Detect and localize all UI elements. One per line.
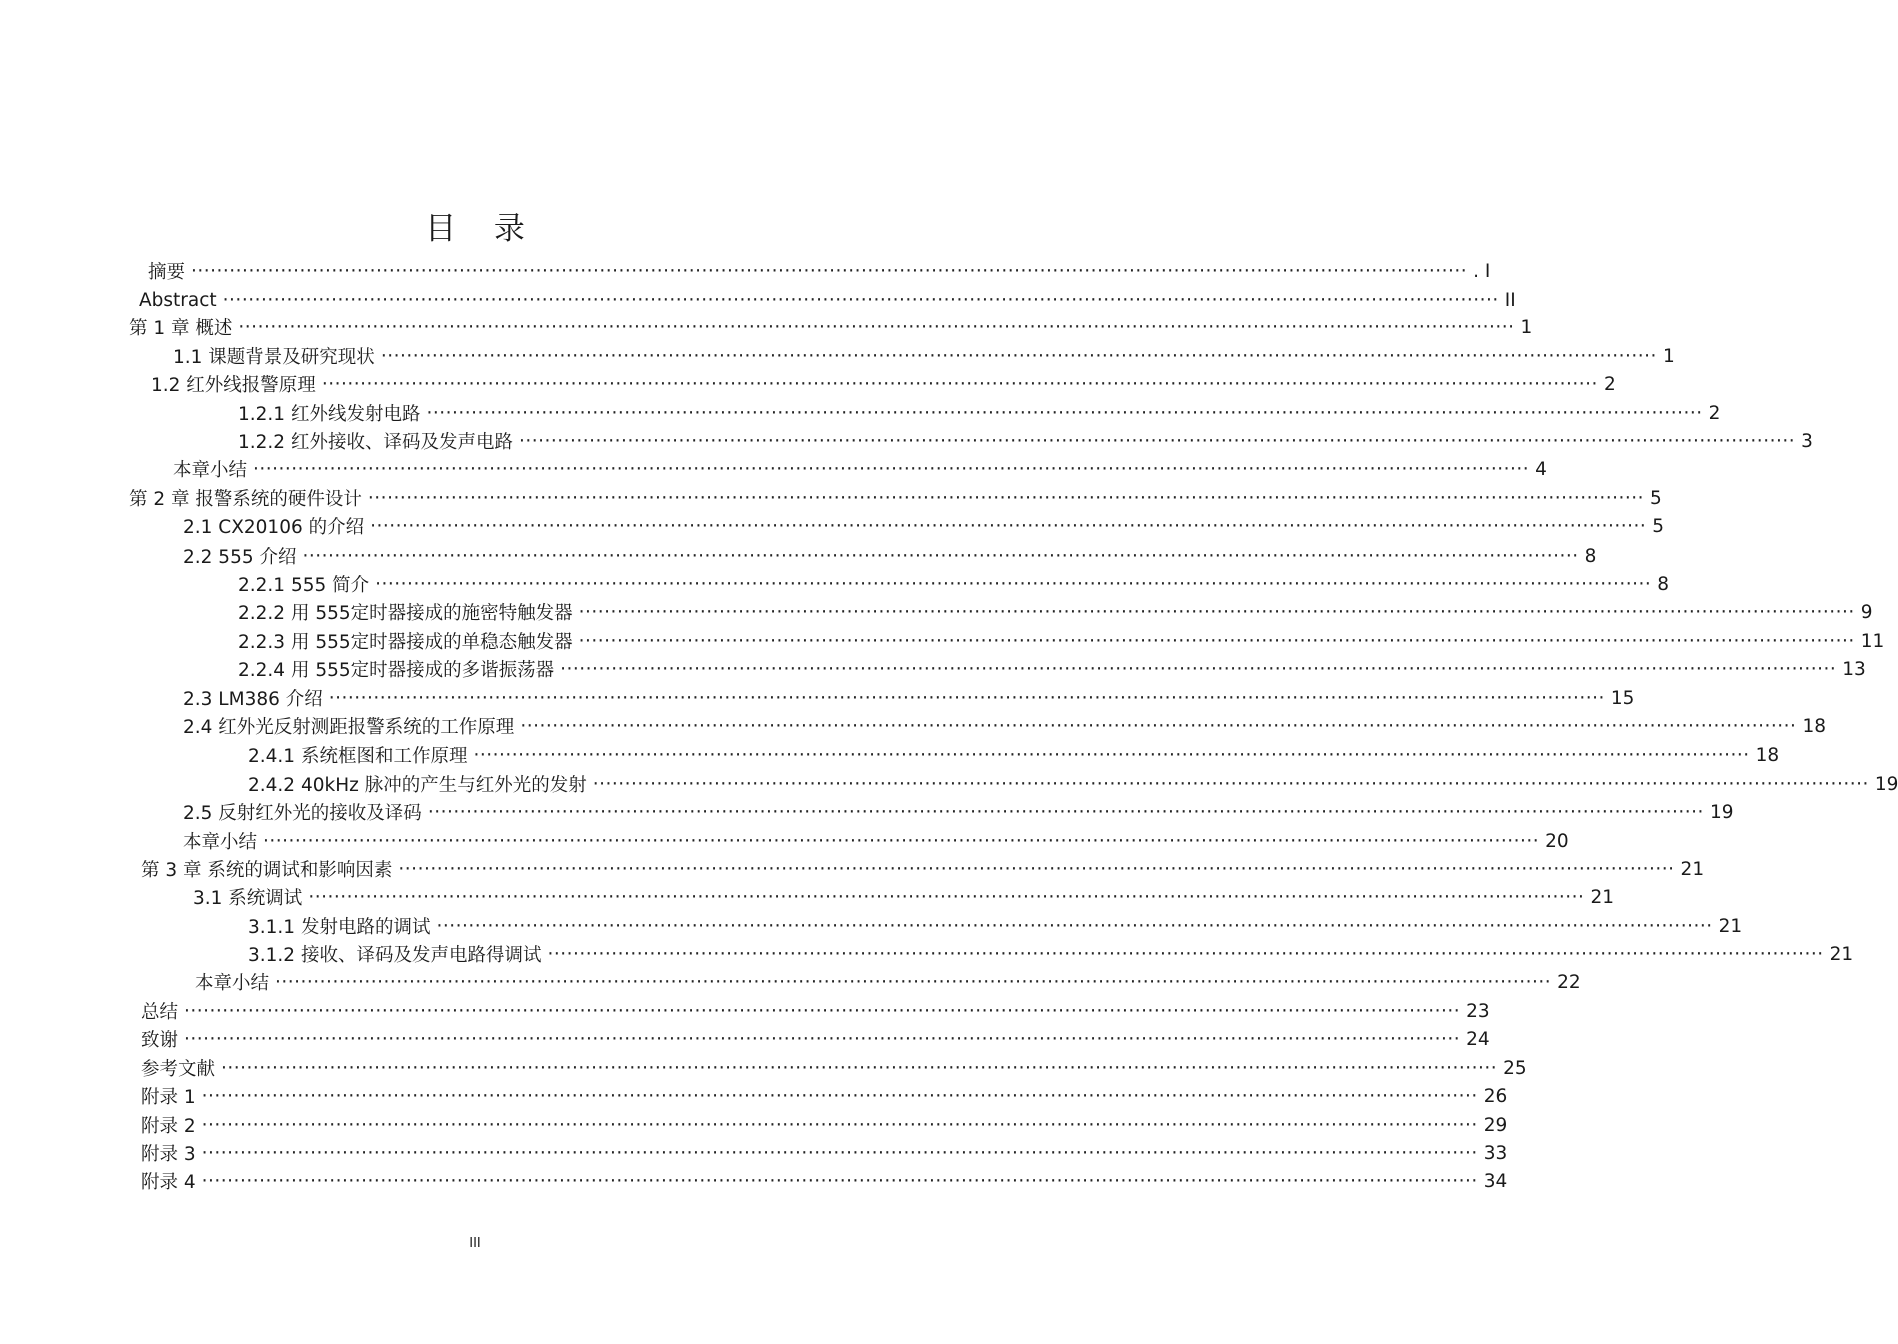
toc-entry-page: 21 <box>1680 858 1705 880</box>
toc-leader-dots: ········································································································································································································ <box>238 316 1515 338</box>
toc-entry-label: 2.4.2 40kHz 脉冲的产生与红外光的发射 <box>248 775 587 796</box>
toc-entry-page: 18 <box>1802 715 1826 737</box>
toc-entry-label: 2.5 反射红外光的接收及译码 <box>183 803 422 824</box>
toc-entry[interactable] <box>238 599 1873 625</box>
toc-leader-dots: ········································································································································································································ <box>426 402 1703 424</box>
toc-entry-label: 3.1 系统调试 <box>193 888 303 909</box>
toc-entry-label: 第 3 章 系统的调试和影响因素 <box>141 860 393 881</box>
toc-leader-dots: ········································································································································································································ <box>578 630 1855 652</box>
toc-entry[interactable] <box>183 513 1665 539</box>
toc-entry-label: 1.2.1 红外线发射电路 <box>238 404 421 425</box>
toc-entry-label: Abstract <box>139 289 217 311</box>
toc-entry-page: 34 <box>1483 1170 1508 1192</box>
toc-entry-page: 19 <box>1874 773 1898 795</box>
toc-entry[interactable] <box>248 742 1780 768</box>
toc-leader-dots: ········································································································································································································ <box>222 289 1499 311</box>
toc-entry-label: 1.2 红外线报警原理 <box>151 375 316 396</box>
toc-leader-dots: ········································································································································································································ <box>380 345 1657 367</box>
toc-entry-label: 附录 2 <box>141 1116 196 1137</box>
toc-entry-label: 1.1 课题背景及研究现状 <box>173 347 375 368</box>
toc-entry[interactable] <box>173 456 1547 482</box>
toc-entry[interactable] <box>151 371 1616 397</box>
toc-title: 目 录 <box>425 211 539 247</box>
toc-entry-page: II <box>1504 289 1516 311</box>
toc-entry-page: 5 <box>1652 515 1665 537</box>
toc-entry[interactable] <box>141 1026 1490 1052</box>
toc-entry-page: 26 <box>1483 1085 1508 1107</box>
toc-leader-dots: ········································································································································································································ <box>398 858 1675 880</box>
toc-entry-label: 1.2.2 红外接收、译码及发声电路 <box>238 432 513 453</box>
toc-leader-dots: ········································································································································································································ <box>578 601 1855 623</box>
toc-entry-page: 9 <box>1860 601 1873 623</box>
toc-entry-page: 5 <box>1650 487 1662 509</box>
toc-entry-page: 4 <box>1535 458 1547 480</box>
toc-entry-label: 附录 3 <box>141 1144 196 1165</box>
toc-entry-page: 24 <box>1466 1028 1490 1050</box>
toc-entry[interactable] <box>141 856 1705 882</box>
toc-entry[interactable] <box>183 799 1734 825</box>
toc-entry-label: 3.1.1 发射电路的调试 <box>248 917 431 938</box>
toc-leader-dots: ········································································································································································································ <box>201 1142 1478 1164</box>
toc-entry-label: 摘要 <box>148 262 186 283</box>
toc-leader-dots: ········································································································································································································ <box>473 744 1750 766</box>
toc-entry[interactable] <box>183 713 1826 739</box>
toc-entry[interactable] <box>238 400 1721 426</box>
toc-leader-dots: ········································································································································································································ <box>201 1085 1478 1107</box>
toc-entry-label: 2.2.2 用 555定时器接成的施密特触发器 <box>238 603 573 624</box>
toc-entry-label: 2.3 LM386 介绍 <box>183 689 323 710</box>
toc-entry-page: 18 <box>1755 744 1780 766</box>
toc-entry[interactable] <box>195 969 1581 995</box>
toc-leader-dots: ········································································································································································································ <box>547 943 1824 965</box>
toc-entry-page: 11 <box>1860 630 1885 652</box>
toc-entry-label: 2.2.3 用 555定时器接成的单稳态触发器 <box>238 632 573 653</box>
toc-entry[interactable] <box>141 1112 1508 1138</box>
toc-entry-page: 1 <box>1520 316 1533 338</box>
toc-entry[interactable] <box>141 1140 1508 1166</box>
toc-entry-label: 致谢 <box>141 1030 179 1051</box>
toc-entry-label: 本章小结 <box>183 832 258 853</box>
toc-entry[interactable] <box>129 314 1533 340</box>
toc-entry-page: 29 <box>1483 1114 1508 1136</box>
toc-entry-label: 2.4.1 系统框图和工作原理 <box>248 746 468 767</box>
toc-entry-label: 附录 4 <box>141 1172 196 1193</box>
toc-entry-label: 3.1.2 接收、译码及发声电路得调试 <box>248 945 542 966</box>
toc-entry-page: 3 <box>1801 430 1813 452</box>
toc-leader-dots: ········································································································································································································ <box>592 773 1869 795</box>
toc-entry[interactable] <box>248 941 1854 967</box>
toc-entry-label: 附录 1 <box>141 1087 196 1108</box>
toc-entry-label: 2.2.1 555 简介 <box>238 575 370 596</box>
toc-entry-page: 21 <box>1829 943 1854 965</box>
toc-entry-label: 第 2 章 报警系统的硬件设计 <box>129 489 362 510</box>
toc-entry-page: 8 <box>1657 573 1670 595</box>
toc-entry[interactable] <box>141 1083 1508 1109</box>
toc-entry-page: 22 <box>1557 971 1581 993</box>
toc-leader-dots: ········································································································································································································ <box>263 830 1540 852</box>
toc-leader-dots: ········································································································································································································ <box>253 458 1530 480</box>
toc-entry-page: 21 <box>1590 886 1614 908</box>
toc-entry-page: 2 <box>1603 373 1616 395</box>
toc-leader-dots: ········································································································································································································ <box>436 915 1713 937</box>
toc-entry-page: 1 <box>1662 345 1675 367</box>
toc-entry-page: 13 <box>1842 658 1866 680</box>
toc-entry-label: 本章小结 <box>195 973 270 994</box>
toc-entry-page: 21 <box>1718 915 1743 937</box>
toc-leader-dots: ········································································································································································································ <box>191 260 1468 282</box>
toc-entry-label: 2.4 红外光反射测距报警系统的工作原理 <box>183 717 515 738</box>
toc-leader-dots: ········································································································································································································ <box>308 886 1585 908</box>
toc-entry[interactable] <box>238 656 1866 682</box>
toc-leader-dots: ········································································································································································································ <box>184 1028 1461 1050</box>
toc-leader-dots: ········································································································································································································ <box>302 545 1579 567</box>
toc-leader-dots: ········································································································································································································ <box>520 715 1797 737</box>
toc-entry-page: 33 <box>1483 1142 1508 1164</box>
page-number: III <box>469 1236 481 1251</box>
toc-entry-label: 本章小结 <box>173 460 248 481</box>
toc-entry-page: 25 <box>1503 1057 1527 1079</box>
toc-leader-dots: ········································································································································································································ <box>201 1170 1478 1192</box>
toc-leader-dots: ········································································································································································································ <box>427 801 1704 823</box>
toc-leader-dots: ········································································································································································································ <box>370 515 1647 537</box>
toc-entry[interactable] <box>141 1168 1508 1194</box>
toc-leader-dots: ········································································································································································································ <box>518 430 1796 452</box>
toc-entry[interactable] <box>141 1055 1527 1081</box>
toc-leader-dots: ········································································································································································································ <box>560 658 1837 680</box>
toc-entry-label: 2.2.4 用 555定时器接成的多谐振荡器 <box>238 660 555 681</box>
toc-entry[interactable] <box>148 258 1491 284</box>
toc-entry-page: 23 <box>1466 1000 1490 1022</box>
toc-entry-page: 15 <box>1610 687 1635 709</box>
toc-entry-page: 8 <box>1584 545 1597 567</box>
toc-entry[interactable] <box>141 998 1490 1024</box>
toc-leader-dots: ········································································································································································································ <box>367 487 1645 509</box>
toc-entry[interactable] <box>183 543 1597 569</box>
toc-entry-label: 2.2 555 介绍 <box>183 547 297 568</box>
toc-entry[interactable] <box>183 828 1569 854</box>
toc-leader-dots: ········································································································································································································ <box>275 971 1552 993</box>
toc-leader-dots: ········································································································································································································ <box>184 1000 1461 1022</box>
toc-entry-label: 参考文献 <box>141 1059 216 1080</box>
toc-entry-page: 2 <box>1708 402 1721 424</box>
toc-entry[interactable] <box>248 913 1743 939</box>
toc-entry[interactable] <box>248 771 1898 797</box>
toc-entry[interactable] <box>173 343 1675 369</box>
toc-entry[interactable] <box>193 884 1614 910</box>
toc-entry-page: 20 <box>1545 830 1569 852</box>
toc-entry[interactable] <box>238 628 1885 654</box>
toc-leader-dots: ········································································································································································································ <box>201 1114 1478 1136</box>
toc-entry-page: 19 <box>1709 801 1734 823</box>
toc-leader-dots: ········································································································································································································ <box>375 573 1652 595</box>
toc-entry[interactable] <box>238 571 1670 597</box>
toc-entry[interactable] <box>129 485 1662 511</box>
toc-leader-dots: ········································································································································································································ <box>328 687 1605 709</box>
toc-entry[interactable] <box>183 685 1635 711</box>
toc-leader-dots: ········································································································································································································ <box>321 373 1598 395</box>
toc-entry[interactable] <box>238 428 1813 454</box>
toc-entry-label: 总结 <box>141 1002 179 1023</box>
toc-entry-page: . I <box>1473 260 1491 282</box>
toc-leader-dots: ········································································································································································································ <box>221 1057 1498 1079</box>
toc-entry[interactable] <box>139 287 1516 313</box>
toc-entry-label: 第 1 章 概述 <box>129 318 233 339</box>
toc-entry-label: 2.1 CX20106 的介绍 <box>183 517 365 538</box>
